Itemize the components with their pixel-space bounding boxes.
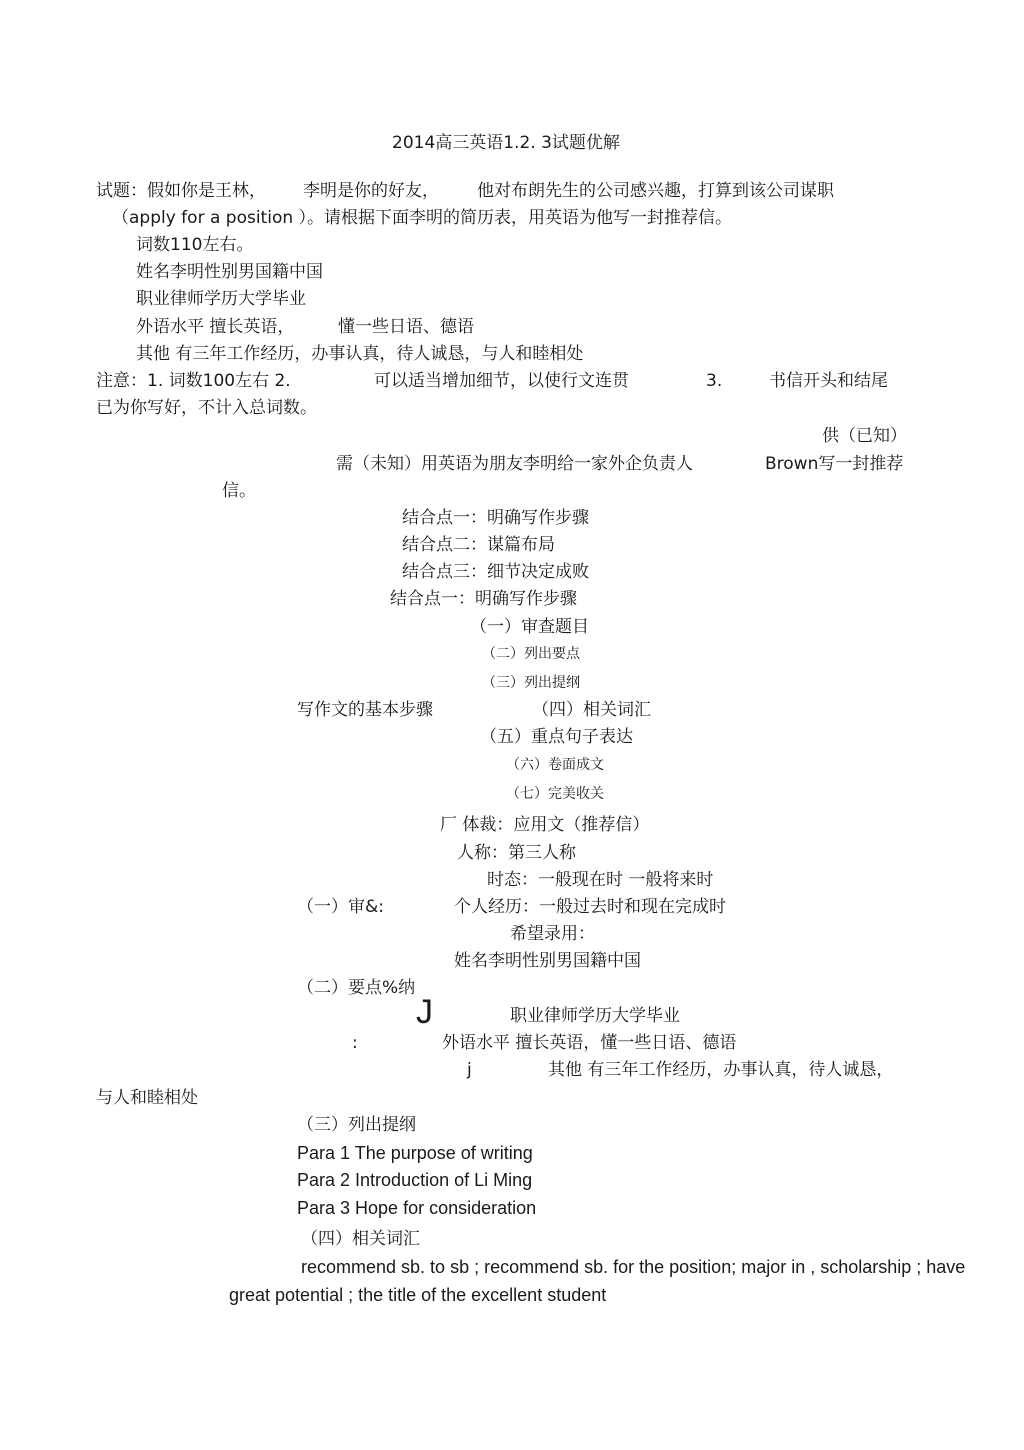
keypoints-label: （二）要点%纳	[297, 978, 416, 998]
step-2: （二）列出要点	[482, 646, 580, 662]
step-5: （五）重点句子表达	[480, 727, 633, 747]
need-c: 信。	[222, 481, 256, 501]
vocab-line1: recommend sb. to sb ; recommend sb. for the position; major in , scholarship ; have	[301, 1257, 966, 1277]
keypoint-resume1: 姓名李明性别男国籍中国	[454, 951, 641, 971]
vocab-line2: great potential ; the title of the excellent student	[229, 1285, 607, 1305]
need-b: Brown写一封推荐	[765, 454, 904, 474]
resume-line3-b: 懂一些日语、德语	[338, 317, 474, 337]
resume-line3-a: 外语水平 擅长英语，	[136, 317, 295, 337]
point-3: 结合点三：细节决定成败	[402, 562, 589, 582]
step-7: （七）完美收关	[506, 786, 604, 802]
question-line1-b: 李明是你的好友，	[303, 181, 439, 201]
outline-para1: Para 1 The purpose of writing	[297, 1143, 533, 1163]
keypoints-j: j	[467, 1060, 472, 1080]
review-label: （一）审&:	[297, 897, 384, 917]
point-1: 结合点一：明确写作步骤	[402, 508, 589, 528]
step-6: （六）卷面成文	[506, 757, 604, 773]
vocab-label: （四）相关词汇	[301, 1229, 420, 1249]
question-line1-a: 试题：假如你是王林，	[96, 181, 266, 201]
question-line1-c: 他对布朗先生的公司感兴趣，打算到该公司谋职	[477, 181, 834, 201]
known-label: 供（已知）	[822, 426, 907, 446]
resume-line1: 姓名李明性别男国籍中国	[136, 262, 323, 282]
word-count: 词数110左右。	[136, 235, 254, 255]
review-hope: 希望录用：	[510, 924, 595, 944]
resume-line2: 职业律师学历大学毕业	[136, 289, 306, 309]
keypoint-resume4-cont: 与人和睦相处	[96, 1088, 198, 1108]
outline-label: （三）列出提纲	[297, 1115, 416, 1135]
need-a: 需（未知）用英语为朋友李明给一家外企负责人	[336, 454, 693, 474]
resume-line4: 其他 有三年工作经历，办事认真，待人诚恳，与人和睦相处	[136, 344, 584, 364]
keypoints-colon: :	[352, 1033, 358, 1053]
steps-label: 写作文的基本步骤	[297, 700, 433, 720]
keypoints-brace: J	[416, 993, 433, 1031]
note-c: 3.	[706, 371, 723, 391]
point-2: 结合点二：谋篇布局	[402, 535, 555, 555]
note-a: 注意：1. 词数100左右 2.	[96, 371, 291, 391]
page-title: 2014高三英语1.2. 3试题优解	[392, 133, 620, 153]
review-tense: 时态：一般现在时 一般将来时	[487, 870, 714, 890]
question-line2: （apply for a position ）。请根据下面李明的简历表，用英语为他写一封推荐信。	[112, 208, 733, 228]
step-1: （一）审查题目	[470, 617, 589, 637]
note-line2: 已为你写好，不计入总词数。	[96, 398, 317, 418]
keypoint-resume2: 职业律师学历大学毕业	[510, 1006, 680, 1026]
keypoint-resume3: 外语水平 擅长英语，懂一些日语、德语	[442, 1033, 737, 1053]
review-genre: 厂 体裁：应用文（推荐信）	[440, 815, 650, 835]
note-d: 书信开头和结尾	[769, 371, 888, 391]
keypoint-resume4: 其他 有三年工作经历，办事认真，待人诚恳，	[548, 1060, 894, 1080]
step-3: （三）列出提纲	[482, 675, 580, 691]
point-1-repeat: 结合点一：明确写作步骤	[390, 589, 577, 609]
review-experience: 个人经历：一般过去时和现在完成时	[454, 897, 726, 917]
step-4: （四）相关词汇	[532, 700, 651, 720]
outline-para2: Para 2 Introduction of Li Ming	[297, 1170, 533, 1190]
note-b: 可以适当增加细节，以使行文连贯	[374, 371, 629, 391]
outline-para3: Para 3 Hope for consideration	[297, 1198, 537, 1218]
review-person: 人称：第三人称	[457, 843, 576, 863]
